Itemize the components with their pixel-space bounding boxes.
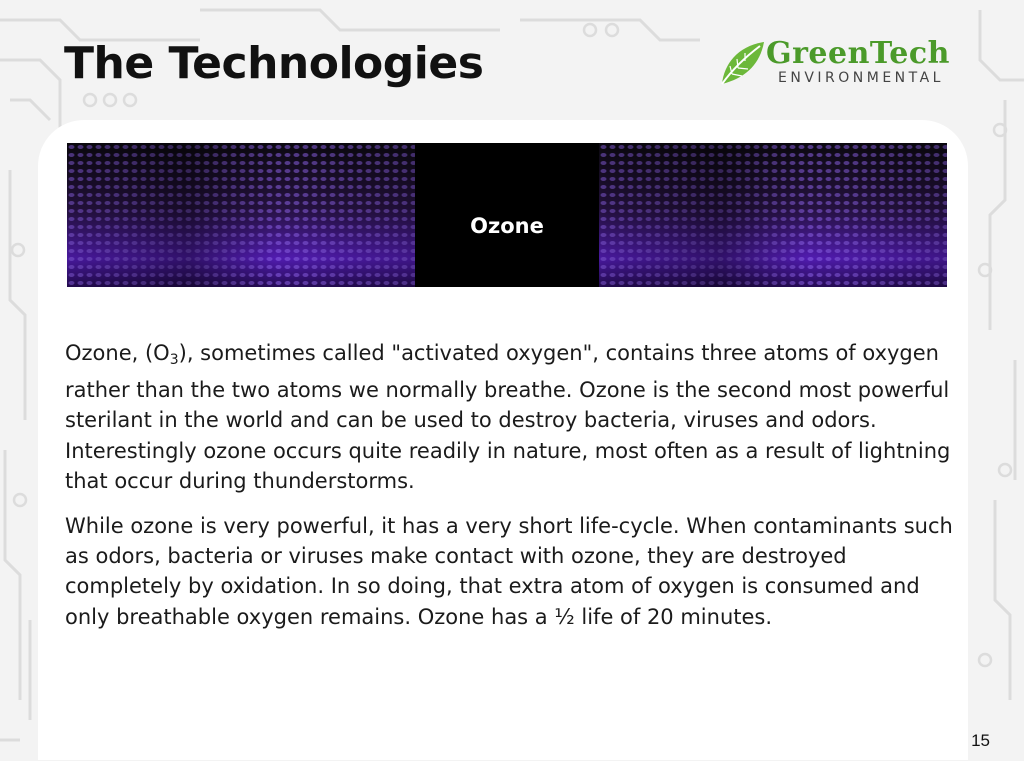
paragraph-ozone-lifecycle: While ozone is very powerful, it has a very short life-cycle. When contaminants such as odors, bacteria or viruses make contact with ozone, they are destroyed completely by oxidation. In so doing, that extra atom of oxygen is consumed and only breathable oxygen remains. Ozone has a ½ life of 20 minutes. [65,514,953,629]
logo-subtitle: ENVIRONMENTAL [778,70,944,86]
ozone-banner [67,143,947,287]
subscript-3: 3 [169,352,179,368]
body-text [65,338,965,632]
page-number: 15 [971,731,990,750]
greentech-logo [718,36,980,88]
logo-name: GreenTech [766,36,950,71]
banner-label-box [415,143,599,287]
banner-label: Ozone [470,214,544,238]
uv-lamps-image-left [67,143,415,287]
uv-lamps-image-right [599,143,947,287]
leaf-icon [718,40,766,86]
paragraph-ozone-definition: Ozone, $(O_3)$, sometimes called "activated oxygen", contains three atoms of oxygen rather than the two atoms we normally breathe. Ozone is the second most powerful sterilant in the world and can be used to destroy bacteria, viruses and odors. Interestingly ozone occurs quite readily in nature, most often as a result of lightning that occur during thunderstorms. [65,341,951,493]
slide-title: The Technologies [64,38,484,89]
